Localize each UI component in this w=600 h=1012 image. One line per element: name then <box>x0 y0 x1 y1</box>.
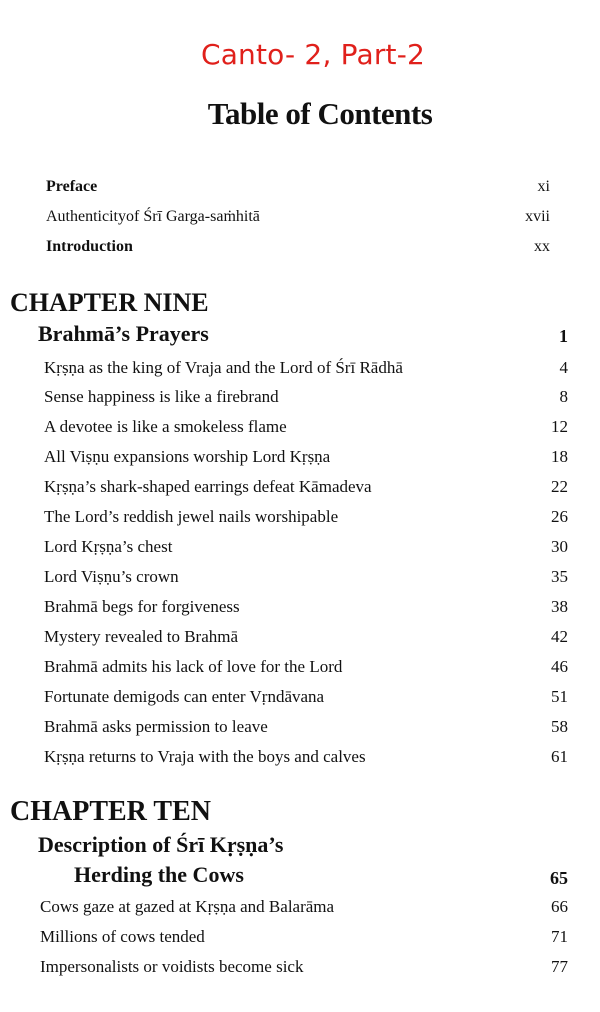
chapter-title-page: 65 <box>550 868 568 888</box>
toc-entry-page: 35 <box>551 567 568 586</box>
toc-entry-page: 51 <box>551 687 568 706</box>
toc-entry <box>0 534 600 560</box>
toc-entry-introduction <box>0 234 600 260</box>
toc-entry-label: Millions of cows tended <box>40 927 205 946</box>
toc-entry-page: 30 <box>551 537 568 556</box>
toc-entry <box>0 564 600 590</box>
toc-entry-label: Kṛṣṇa returns to Vraja with the boys and calves <box>44 747 366 766</box>
toc-entry-page: 61 <box>551 747 568 766</box>
toc-entry-label: Authenticityof Śrī Garga-saṁhitā <box>46 208 260 225</box>
toc-entry-page: xi <box>537 178 550 195</box>
toc-entry-label: Fortunate demigods can enter Vṛndāvana <box>44 687 325 706</box>
chapter-title: Description of Śrī Kṛṣṇa’s <box>38 832 284 857</box>
toc-entry-label: Lord Viṣṇu’s crown <box>44 567 179 586</box>
toc-entry <box>0 624 600 650</box>
chapter-heading: CHAPTER TEN <box>10 796 211 827</box>
toc-entry-page: 12 <box>551 417 568 436</box>
toc-entry-page: 8 <box>559 387 568 406</box>
page-title: Table of Contents <box>207 96 433 131</box>
toc-entry-page: 46 <box>551 657 568 676</box>
toc-entry <box>0 954 600 980</box>
toc-entry-authenticity <box>0 204 600 230</box>
chapter-title: Brahmā’s Prayers <box>38 321 209 346</box>
toc-entry-label: Brahmā admits his lack of love for the Lord <box>44 657 343 676</box>
toc-entry-page: 26 <box>551 507 568 526</box>
toc-entry <box>0 714 600 740</box>
chapter-title-page: 1 <box>559 326 568 346</box>
toc-entry-label: Preface <box>46 178 98 195</box>
toc-entry-label: Brahmā begs for forgiveness <box>44 597 240 616</box>
toc-entry-page: 42 <box>551 627 568 646</box>
toc-entry-page: xx <box>534 238 550 255</box>
toc-entry-page: 66 <box>551 897 568 916</box>
toc-entry <box>0 355 600 381</box>
toc-entry-label: Sense happiness is like a firebrand <box>44 387 279 406</box>
toc-entry-label: Kṛṣṇa’s shark-shaped earrings defeat Kāmadeva <box>44 477 372 496</box>
chapter-title: Herding the Cows <box>74 862 244 887</box>
toc-entry-page: 38 <box>551 597 568 616</box>
toc-entry-page: 22 <box>551 477 568 496</box>
toc-entry-label: Lord Kṛṣṇa’s chest <box>44 537 173 556</box>
toc-entry-label: Brahmā asks permission to leave <box>44 717 268 736</box>
toc-entry-label: A devotee is like a smokeless flame <box>44 417 287 436</box>
toc-entry-label: Kṛṣṇa as the king of Vraja and the Lord of Śrī Rādhā <box>44 358 403 377</box>
toc-entry-page: 4 <box>559 358 568 377</box>
toc-entry <box>0 384 600 410</box>
toc-entry <box>0 504 600 530</box>
canto-heading: Canto- 2, Part-2 <box>200 38 426 71</box>
toc-entry-label: Cows gaze at gazed at Kṛṣṇa and Balarāma <box>40 897 335 916</box>
toc-entry <box>0 414 600 440</box>
toc-entry <box>0 744 600 770</box>
toc-entry <box>0 654 600 680</box>
toc-entry-label: The Lord’s reddish jewel nails worshipable <box>44 507 339 526</box>
chapter-heading: CHAPTER NINE <box>10 288 209 317</box>
toc-entry <box>0 474 600 500</box>
toc-entry-label: Mystery revealed to Brahmā <box>44 627 239 646</box>
toc-entry <box>0 894 600 920</box>
toc-entry-preface <box>0 174 600 200</box>
toc-entry <box>0 924 600 950</box>
toc-entry-label: Introduction <box>46 238 133 255</box>
toc-entry <box>0 684 600 710</box>
toc-entry-page: xvii <box>525 208 550 225</box>
toc-entry-page: 71 <box>551 927 568 946</box>
toc-entry-page: 58 <box>551 717 568 736</box>
toc-entry <box>0 594 600 620</box>
toc-entry <box>0 444 600 470</box>
toc-entry-page: 18 <box>551 447 568 466</box>
toc-entry-page: 77 <box>551 957 568 976</box>
toc-entry-label: All Viṣṇu expansions worship Lord Kṛṣṇa <box>44 447 331 466</box>
toc-entry-label: Impersonalists or voidists become sick <box>40 957 304 976</box>
